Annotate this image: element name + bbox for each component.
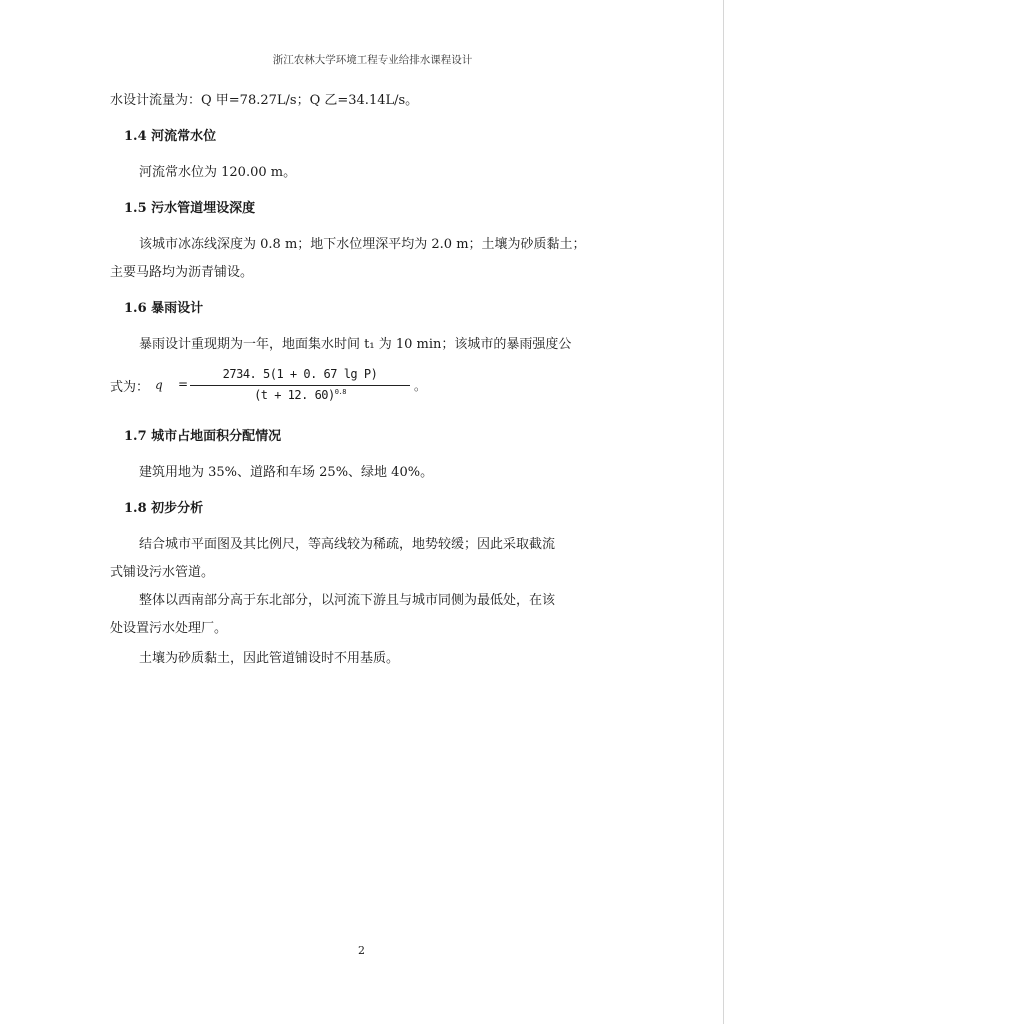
section-1-6-text-1: 暴雨设计重现期为一年，地面集水时间 t₁ 为 10 min；该城市的暴雨强度公 bbox=[139, 337, 572, 352]
flow-text: 水设计流量为：Q 甲=78.27L/s；Q 乙=34.14L/s。 bbox=[110, 93, 419, 108]
formula-exponent: 0.8 bbox=[334, 388, 346, 396]
section-1-8-text-3: 整体以西南部分高于东北部分，以河流下游且与城市同侧为最低处，在该 bbox=[139, 593, 556, 608]
section-1-5-text-1: 该城市冰冻线深度为 0.8 m；地下水位埋深平均为 2.0 m；土壤为砂质黏土； bbox=[139, 237, 586, 252]
formula-end: 。 bbox=[414, 379, 427, 393]
section-1-8-title: 1.8 初步分析 bbox=[124, 501, 204, 516]
section-1-8-text-2: 式铺设污水管道。 bbox=[110, 565, 215, 580]
formula-variable: q bbox=[155, 378, 163, 392]
section-1-7-title: 1.7 城市占地面积分配情况 bbox=[124, 429, 282, 444]
formula-equals: = bbox=[178, 377, 189, 391]
section-1-4-title: 1.4 河流常水位 bbox=[124, 129, 217, 144]
section-1-8-text-1: 结合城市平面图及其比例尺，等高线较为稀疏，地势较缓；因此采取截流 bbox=[139, 537, 556, 552]
section-1-4-text: 河流常水位为 120.00 m。 bbox=[139, 165, 297, 180]
section-1-5-title: 1.5 污水管道埋设深度 bbox=[124, 201, 256, 216]
section-1-5-text-2: 主要马路均为沥青铺设。 bbox=[110, 265, 254, 280]
section-1-8-text-5: 土壤为砂质黏土，因此管道铺设时不用基质。 bbox=[139, 651, 400, 666]
formula-denominator: (t + 12. 60) bbox=[254, 388, 335, 402]
formula-denominator-wrap bbox=[190, 388, 410, 402]
blank-viewer-area bbox=[724, 0, 1024, 1024]
page-number: 2 bbox=[358, 944, 365, 957]
formula-prefix: 式为： bbox=[110, 380, 150, 395]
section-1-8-text-4: 处设置污水处理厂。 bbox=[110, 621, 228, 636]
formula-numerator: 2734. 5(1 + 0. 67 lg P) bbox=[222, 367, 378, 381]
fraction-bar bbox=[190, 385, 410, 386]
section-1-7-text: 建筑用地为 35%、道路和车场 25%、绿地 40%。 bbox=[139, 465, 434, 480]
running-header: 浙江农林大学环境工程专业给排水课程设计 bbox=[272, 54, 473, 66]
section-1-6-title: 1.6 暴雨设计 bbox=[124, 301, 204, 316]
